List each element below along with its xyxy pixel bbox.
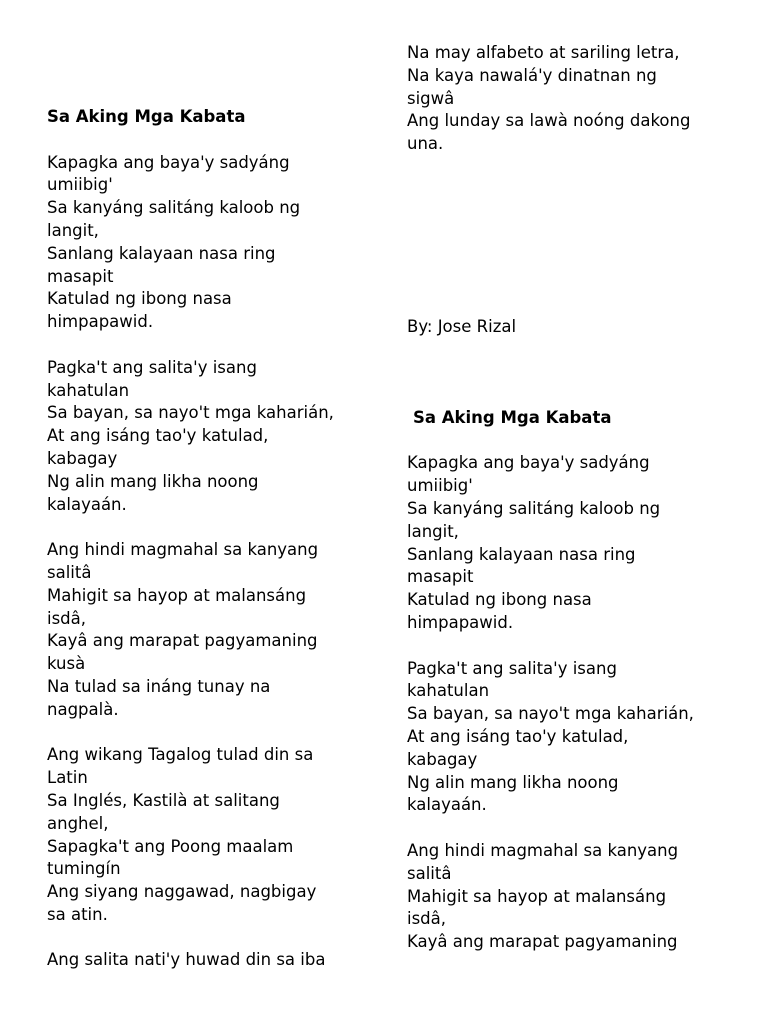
verse-line: himpapawid. xyxy=(47,312,154,332)
poem-title: Sa Aking Mga Kabata xyxy=(47,107,246,126)
verse-line: Ang wikang Tagalog tulad din sa xyxy=(47,745,314,765)
verse-line: Ng alin mang likha noong xyxy=(407,772,619,792)
verse-line: isdâ, xyxy=(407,909,447,929)
stanza xyxy=(47,949,377,972)
verse-line: Sanlang kalayaan nasa ring xyxy=(47,243,276,263)
verse-line: anghel, xyxy=(47,813,109,833)
verse-line: Na tulad sa ináng tunay na xyxy=(47,676,271,696)
verse-line: kalayaán. xyxy=(407,795,487,815)
stanza xyxy=(407,658,747,818)
stanza xyxy=(407,840,747,954)
verse-line: Kapagka ang baya'y sadyáng xyxy=(407,453,650,473)
verse-line: nagpalà. xyxy=(47,699,119,719)
verse-line: langit, xyxy=(47,220,99,240)
verse-line: isdâ, xyxy=(47,608,87,628)
verse-line: Sa kanyáng salitáng kaloob ng xyxy=(47,198,301,218)
verse-line: una. xyxy=(407,134,444,154)
verse-line: Kapagka ang baya'y sadyáng xyxy=(47,152,290,172)
verse-line: masapit xyxy=(47,266,114,286)
verse-line: Sapagka't ang Poong maalam xyxy=(47,836,294,856)
verse-line: Ang salita nati'y huwad din sa iba xyxy=(47,950,326,970)
verse-line: kalayaán. xyxy=(47,494,127,514)
verse-line: Ang hindi magmahal sa kanyang xyxy=(47,540,319,560)
verse-line: masapit xyxy=(407,567,474,587)
verse-line: salitâ xyxy=(407,863,452,883)
verse-line: Ng alin mang likha noong xyxy=(47,471,259,491)
stanza xyxy=(47,152,377,334)
verse-line: Latin xyxy=(47,768,88,788)
verse-line: Na kaya nawalá'y dinatnan ng xyxy=(407,65,657,85)
right-column xyxy=(407,42,747,954)
verse-line: Sa kanyáng salitáng kaloob ng xyxy=(407,498,661,518)
verse-line: umiibig' xyxy=(47,175,113,195)
verse-line: Katulad ng ibong nasa xyxy=(47,289,232,309)
verse-line: Sa bayan, sa nayo't mga kaharián, xyxy=(407,704,694,724)
verse-line: kusà xyxy=(47,654,86,674)
verse-line: Na may alfabeto at sariling letra, xyxy=(407,43,680,62)
poem-continuation xyxy=(407,42,747,156)
verse-line: himpapawid. xyxy=(407,612,514,632)
verse-line: Kayâ ang marapat pagyamaning xyxy=(47,631,318,651)
verse-line: Sanlang kalayaan nasa ring xyxy=(407,544,636,564)
verse-line: Kayâ ang marapat pagyamaning xyxy=(407,932,678,952)
verse-line: Katulad ng ibong nasa xyxy=(407,590,592,610)
verse-line: Ang siyang naggawad, nagbigay xyxy=(47,882,317,902)
verse-line: Pagka't ang salita'y isang xyxy=(47,357,257,377)
verse-line: kabagay xyxy=(47,448,118,468)
verse-line: At ang isáng tao'y katulad, xyxy=(407,726,629,746)
verse-line: kabagay xyxy=(407,749,478,769)
verse-line: At ang isáng tao'y katulad, xyxy=(47,426,269,446)
left-stanzas xyxy=(47,152,377,973)
left-column xyxy=(47,106,377,972)
verse-line: sigwâ xyxy=(407,88,455,108)
verse-line: Mahigit sa hayop at malansáng xyxy=(407,886,667,906)
verse-line: Ang hindi magmahal sa kanyang xyxy=(407,840,679,860)
stanza xyxy=(407,452,747,634)
author-byline: By: Jose Rizal xyxy=(407,316,517,336)
verse-line: salitâ xyxy=(47,562,92,582)
verse-line: kahatulan xyxy=(407,681,490,701)
stanza xyxy=(47,539,377,721)
verse-line: Ang lunday sa lawà noóng dakong xyxy=(407,111,691,131)
verse-line: Sa Inglés, Kastilà at salitang xyxy=(47,790,280,810)
verse-line: umiibig' xyxy=(407,476,473,496)
right-stanzas xyxy=(407,452,747,954)
poem-title-repeat: Sa Aking Mga Kabata xyxy=(413,407,612,427)
verse-line: Mahigit sa hayop at malansáng xyxy=(47,585,307,605)
verse-line: Pagka't ang salita'y isang xyxy=(407,658,617,678)
verse-line: tumingín xyxy=(47,859,121,879)
stanza xyxy=(47,744,377,926)
verse-line: langit, xyxy=(407,521,459,541)
stanza xyxy=(47,357,377,517)
verse-line: kahatulan xyxy=(47,380,130,400)
verse-line: sa atin. xyxy=(47,904,108,924)
verse-line: Sa bayan, sa nayo't mga kaharián, xyxy=(47,403,334,423)
